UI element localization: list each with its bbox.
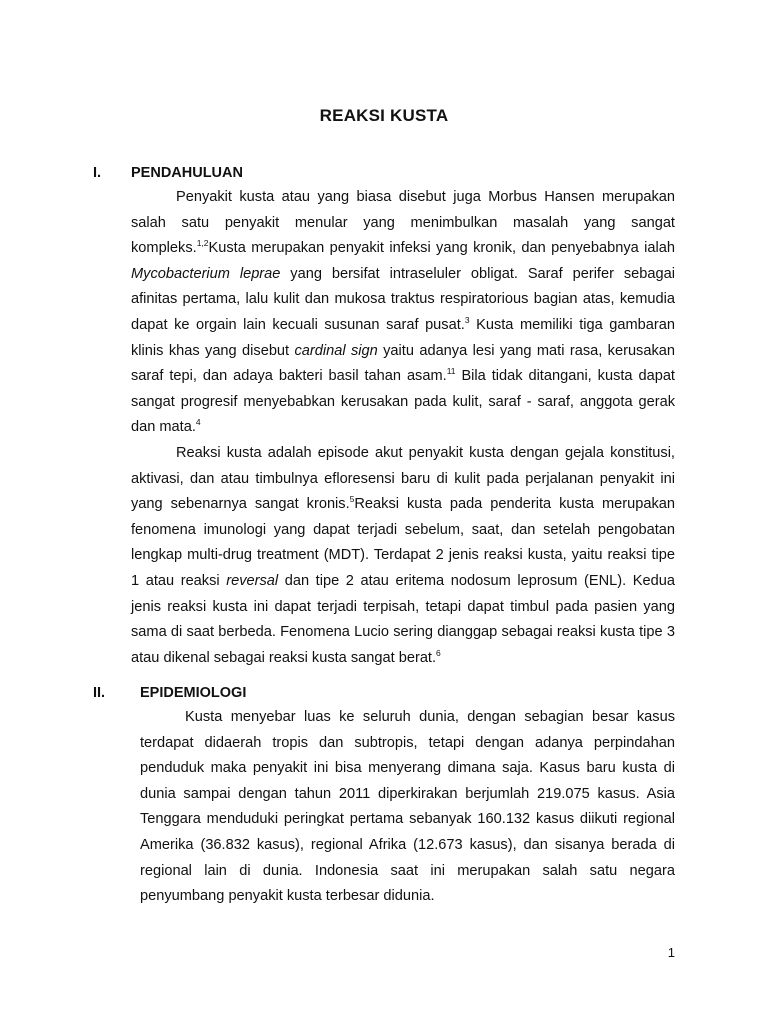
italic-term: cardinal sign [294,342,378,359]
citation-superscript: 3 [464,314,470,325]
italic-term: Mycobacterium leprae [131,265,281,282]
italic-term: reversal [226,572,279,589]
text-run: Bila tidak ditangani, kusta dapat sangat progresif menyebabkan kerusakan pada kulit, saraf - saraf, anggota gerak dan mata. [131,368,675,436]
citation-superscript: 11 [446,366,456,377]
section-body-pendahuluan [131,185,675,671]
paragraph [140,705,675,910]
paragraph [131,441,675,671]
document-title: REAKSI KUSTA [319,106,449,125]
section-number: II. [93,685,106,701]
text-run: Penyakit kusta atau yang biasa disebut juga Morbus Hansen merupakan salah satu penyakit menular yang menimbulkan masalah yang sangat kompleks. [131,189,675,257]
text-run: Kusta menyebar luas ke seluruh dunia, dengan sebagian besar kasus terdapat didaerah tropis dan subtropis, tetapi dengan adanya perpindahan penduduk maka penyakit ini bisa menyerang dimana saja. Kasus baru kusta di dunia sampai dengan tahun 2011 diperkirakan berjumlah 219.075 kasus. Asia Tenggara menduduki peringkat pertama sebanyak 160.132 kasus diikuti regional Amerika (36.832 kasus), regional Afrika (12.673 kasus), dan sisanya berada di regional lain di dunia. Indonesia saat ini merupakan salah satu negara penyumbang penyakit kusta terbesar didunia. [140,709,675,905]
section-heading-epidemiologi: EPIDEMIOLOGI [140,685,247,701]
text-run: yaitu adanya lesi yang mati rasa, kerusakan saraf tepi, dan adaya bakteri basil tahan asam. [131,342,675,385]
section-heading-pendahuluan: PENDAHULUAN [131,165,243,181]
section-body-epidemiologi [140,705,675,910]
text-run: Kusta merupakan penyakit infeksi yang kronik, dan penyebabnya ialah [208,240,675,257]
text-run: yang bersifat intraseluler obligat. Saraf perifer sebagai afinitas pertama, lalu kulit dan mukosa traktus respiratorious bagian atas, kemudia dapat ke orgain lain kecuali susunan saraf pusat. [131,265,675,333]
text-run: Kusta memiliki tiga gambaran klinis khas yang disebut [131,316,675,359]
page-number: 1 [667,945,675,960]
citation-superscript: 1,2 [196,238,209,249]
citation-superscript: 4 [195,417,201,428]
text-run: dan tipe 2 atau eritema nodosum leprosum (ENL). Kedua jenis reaksi kusta ini dapat terjadi terpisah, tetapi dapat timbul pada pasien yang sama di saat berbeda. Fenomena Lucio sering dianggap sebagai reaksi kusta tipe 3 atau dikenal sebagai reaksi kusta sangat berat. [131,572,675,666]
section-number: I. [93,165,102,181]
text-run: Reaksi kusta pada penderita kusta merupakan fenomena imunologi yang dapat terjadi sebelum, saat, dan setelah pengobatan lengkap multi-drug treatment (MDT). Terdapat 2 jenis reaksi kusta, yaitu reaksi tipe 1 atau reaksi [131,496,675,589]
citation-superscript: 5 [349,494,355,505]
citation-superscript: 6 [436,647,441,658]
text-run: Reaksi kusta adalah episode akut penyakit kusta dengan gejala konstitusi, aktivasi, dan atau timbulnya efloresensi baru di kulit pada perjalanan penyakit ini yang sebenarnya sangat kronis. [131,444,675,513]
paragraph [131,185,675,441]
